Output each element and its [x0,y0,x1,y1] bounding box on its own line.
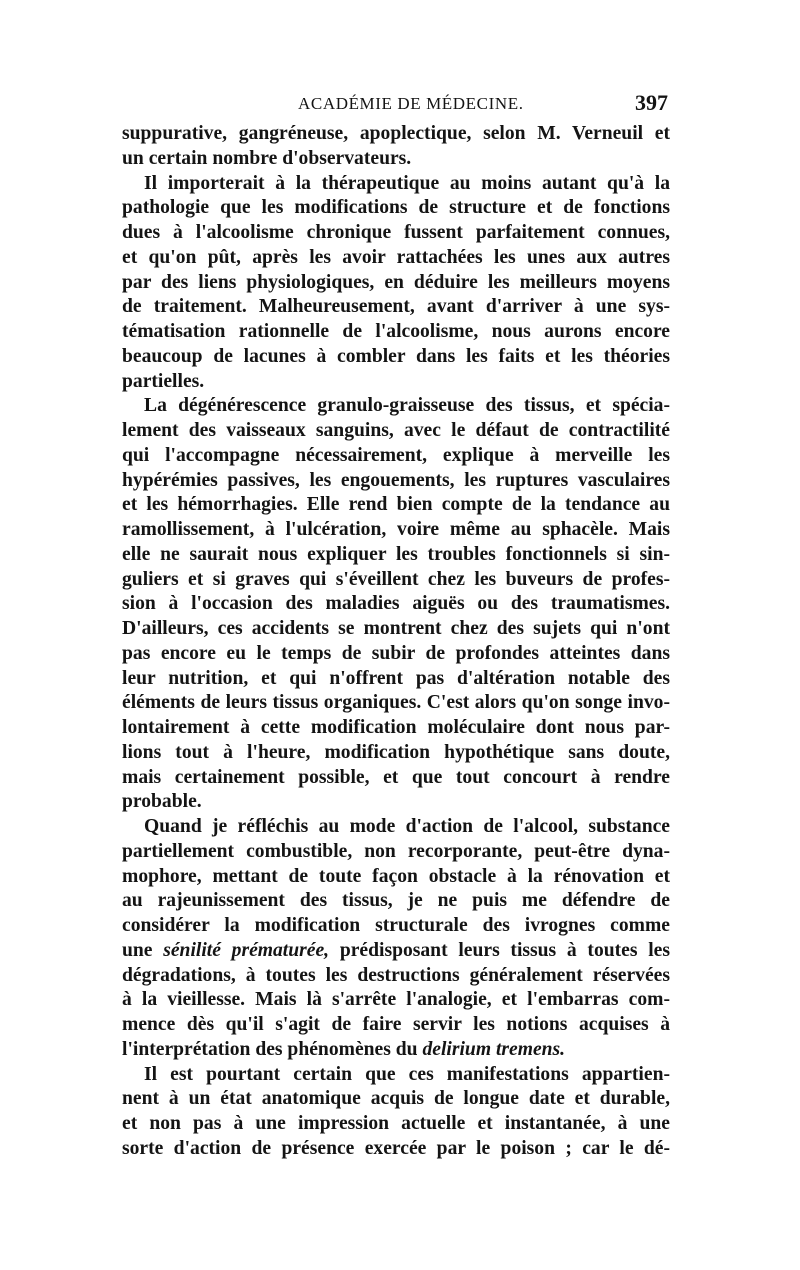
text-line: et les hémorrhagies. Elle rend bien compte de la tendance au [122,494,670,516]
text-line: mence dès qu'il s'agit de faire servir les notions acquises à [122,1014,670,1035]
text-line: elle ne saurait nous expliquer les troubles fonctionnels si sin- [122,543,670,565]
text-line: suppurative, gangréneuse, apoplectique, selon M. Verneuil et [122,123,670,144]
text-line: éléments de leurs tissus organiques. C'est alors qu'on songe invo- [122,692,670,714]
text-line: lement des vaisseaux sanguins, avec le défaut de contractilité [122,420,670,441]
text-line: sion à l'occasion des maladies aiguës ou des traumatismes. [122,593,670,615]
text-line: de traitement. Malheureusement, avant d'arriver à une sys- [122,296,670,318]
text-line-with-italic [122,1038,670,1063]
running-title: ACADÉMIE DE MÉDECINE. [298,94,524,113]
text-line: Quand je réfléchis au mode d'action de l'alcool, substance [144,816,670,837]
text-line: nent à un état anatomique acquis de longue date et durable, [122,1088,670,1110]
text-line: guliers et si graves qui s'éveillent chez les buveurs de profes- [122,568,670,590]
text-line: mophore, mettant de toute façon obstacle à la rénovation et [122,865,670,887]
text-line: par des liens physiologiques, en déduire les meilleurs moyens [122,271,670,293]
text-line: à la vieillesse. Mais là s'arrête l'analogie, et l'embarras com- [122,989,670,1011]
text-fragment: une [122,939,153,961]
text-line: probable. [122,791,202,813]
text-line: sorte d'action de présence exercée par le poison ; car le dé- [122,1137,670,1159]
text-fragment: l'interprétation des phénomènes du [122,1038,418,1060]
text-line: et non pas à une impression actuelle et instantanée, à une [122,1113,670,1134]
text-line: ramollissement, à l'ulcération, voire même au sphacèle. Mais [122,519,670,540]
italic-term: sénilité prématurée, [163,939,330,961]
text-line: Il est pourtant certain que ces manifestations appartien- [144,1063,670,1085]
text-line: Il importerait à la thérapeutique au moins autant qu'à la [144,172,670,194]
text-line: La dégénérescence granulo-graisseuse des tissus, et spécia- [144,395,670,417]
text-line: leur nutrition, et qui n'offrent pas d'altération notable des [122,667,670,689]
text-line: hypérémies passives, les engouements, les ruptures vasculaires [122,469,670,491]
text-line: un certain nombre d'observateurs. [122,147,412,169]
text-line: au rajeunissement des tissus, je ne puis me défendre de [122,890,670,912]
body-text [122,122,670,1162]
text-line: tématisation rationnelle de l'alcoolisme, nous aurons encore [122,321,670,342]
text-line: beaucoup de lacunes à combler dans les faits et les théories [122,345,670,367]
text-line: considérer la modification structurale des ivrognes comme [122,915,670,936]
book-page [122,88,670,1162]
text-line: partiellement combustible, non recorporante, peut-être dyna- [122,840,670,862]
page-header [122,88,670,122]
text-line: lontairement à cette modification moléculaire dont nous par- [122,717,670,738]
text-line: D'ailleurs, ces accidents se montrent chez des sujets qui n'ont [122,618,670,639]
text-line: dues à l'alcoolisme chronique fussent parfaitement connues, [122,222,670,243]
text-line: et qu'on pût, après les avoir rattachées les unes aux autres [122,246,670,268]
text-line: qui l'accompagne nécessairement, explique à merveille les [122,444,670,466]
text-line: pathologie que les modifications de structure et de fonctions [122,197,670,219]
page-number: 397 [635,90,668,115]
text-line: dégradations, à toutes les destructions généralement réservées [122,964,670,986]
text-line: pas encore eu le temps de subir de profondes atteintes dans [122,642,670,664]
text-fragment: prédisposant leurs tissus à toutes les [339,939,670,961]
text-line-with-italic [122,939,670,964]
text-line: partielles. [122,370,205,392]
text-line: mais certainement possible, et que tout concourt à rendre [122,766,670,788]
italic-term: delirium tremens. [422,1038,566,1060]
text-line: lions tout à l'heure, modification hypothétique sans doute, [122,741,670,763]
